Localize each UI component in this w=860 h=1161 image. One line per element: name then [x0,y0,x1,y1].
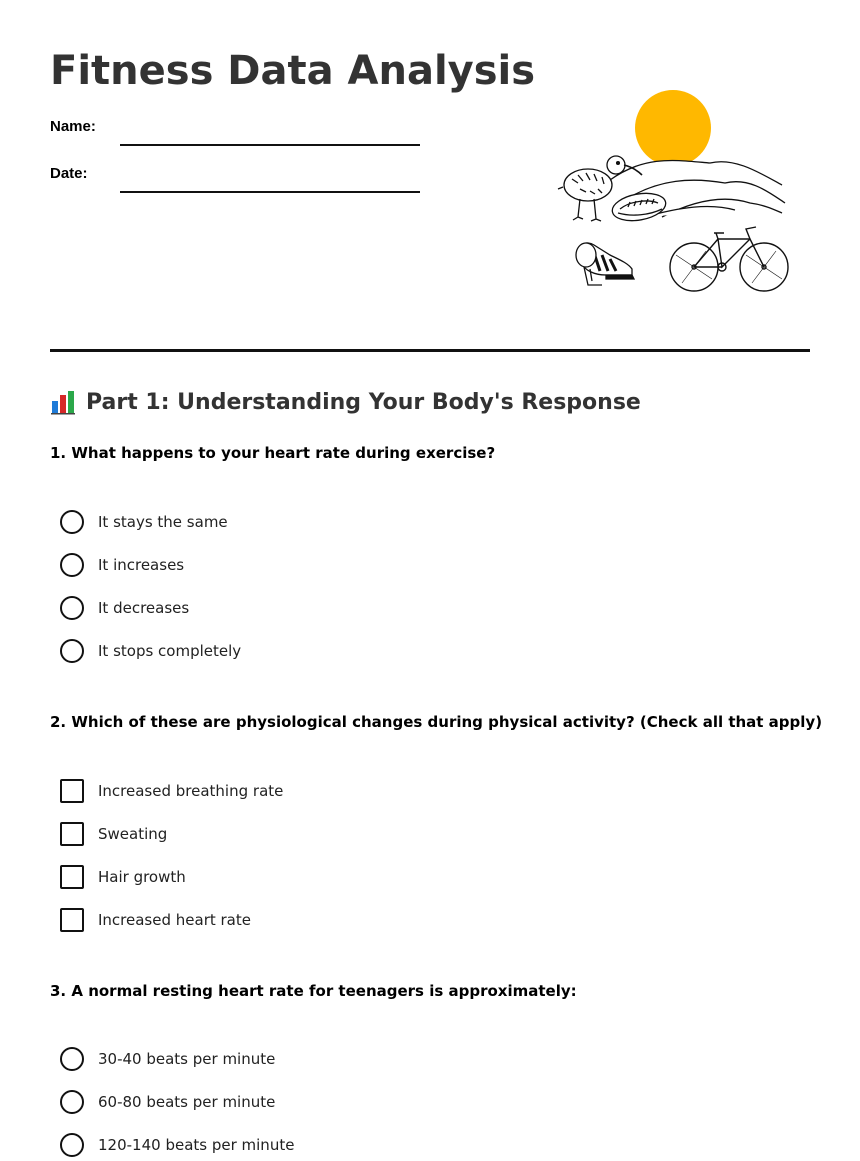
name-field-line[interactable] [120,144,420,146]
q3-option-1-radio[interactable] [60,1047,84,1071]
bicycle-icon [670,227,788,291]
q2-option-3[interactable] [60,864,186,890]
q1-option-2-radio[interactable] [60,553,84,577]
q3-option-3-label: 120-140 beats per minute [98,1136,295,1154]
worksheet-title: Fitness Data Analysis [50,48,536,94]
q3-option-3[interactable] [60,1132,294,1158]
bar-chart-icon [50,389,76,415]
q1-option-1-radio[interactable] [60,510,84,534]
q2-option-1[interactable] [60,778,283,804]
q3-option-2-label: 60-80 beats per minute [98,1093,276,1111]
section-divider [50,349,810,352]
q3-option-1-label: 30-40 beats per minute [98,1050,276,1068]
q1-option-2[interactable] [60,552,184,578]
date-field-line[interactable] [120,191,420,193]
sneaker-icon [576,243,634,285]
q2-option-4-checkbox[interactable] [60,908,84,932]
question-3-prompt: 3. A normal resting heart rate for teenagers is approximately: [50,982,577,1000]
q1-option-1-label: It stays the same [98,513,228,531]
section-heading-text: Part 1: Understanding Your Body's Response [86,389,641,415]
q1-option-1[interactable] [60,509,228,535]
q3-option-1[interactable] [60,1046,275,1072]
q1-option-2-label: It increases [98,556,185,574]
q1-option-4-radio[interactable] [60,639,84,663]
q2-option-2-checkbox[interactable] [60,822,84,846]
sun-icon [635,90,711,166]
q1-option-4-label: It stops completely [98,642,242,660]
name-field[interactable] [50,116,420,146]
q2-option-3-checkbox[interactable] [60,865,84,889]
q1-option-4[interactable] [60,638,241,664]
q2-option-2-label: Sweating [98,825,168,843]
q3-option-3-radio[interactable] [60,1133,84,1157]
q2-option-1-label: Increased breathing rate [98,782,284,800]
q1-option-3-radio[interactable] [60,596,84,620]
q2-option-3-label: Hair growth [98,868,186,886]
q3-option-2[interactable] [60,1089,275,1115]
question-2-prompt: 2. Which of these are physiological changes during physical activity? (Check all that apply) [50,713,823,731]
question-1-prompt: 1. What happens to your heart rate during exercise? [50,444,496,462]
sports-illustration [550,85,800,300]
date-field-label: Date: [50,165,88,182]
q2-option-4[interactable] [60,907,251,933]
section-heading [50,389,641,415]
q2-option-4-label: Increased heart rate [98,911,251,929]
q1-option-3-label: It decreases [98,599,190,617]
name-field-label: Name: [50,118,96,135]
q1-option-3[interactable] [60,595,189,621]
q3-option-2-radio[interactable] [60,1090,84,1114]
q2-option-1-checkbox[interactable] [60,779,84,803]
q2-option-2[interactable] [60,821,167,847]
date-field[interactable] [50,163,420,193]
